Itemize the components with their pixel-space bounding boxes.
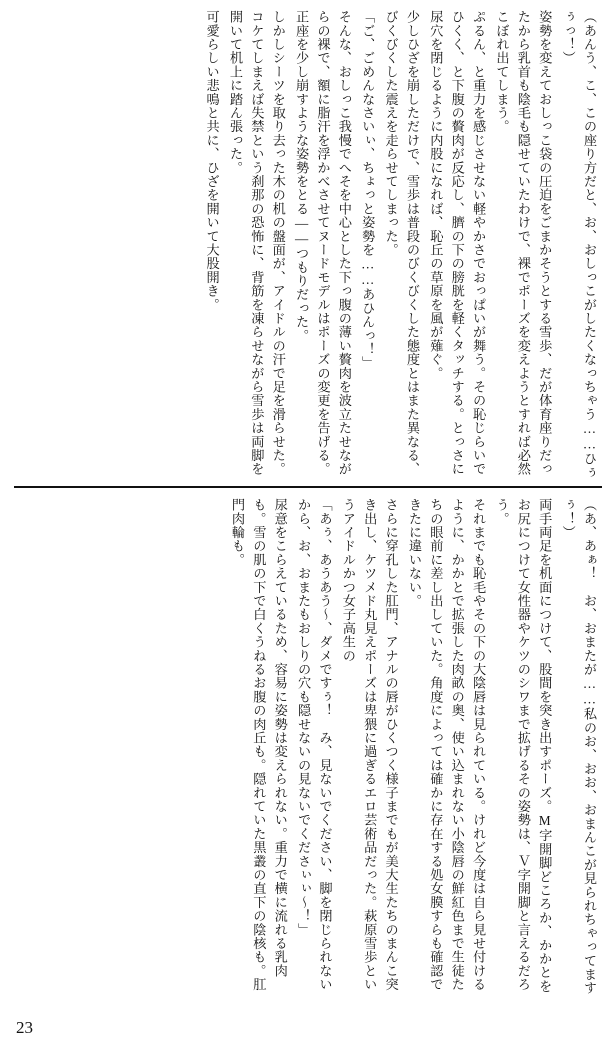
text-column: ぷるん、と重力を感じさせない軽やかさでおっぱいが舞う。その恥じらいでひくく、と下腹の贅肉が反応し、臍の下の膀胱を軽くタッチする。とっさに尿穴を閉じるように内股になれば、恥丘の草原を風が薙ぐ。 [428, 10, 487, 476]
text-column: 姿勢を変えておしっこ袋の圧迫をごまかそうとする雪歩、だが体育座りだったから乳首も陰毛も隠せていたわけで、裸でポーズを変えようとすれば必然こぼれ出てしまう。 [494, 10, 553, 476]
text-column: 尿意をこらえているため、容易に姿勢は変えられない。重力で横に流れる乳肉も。雪の肌の下で白くうねるお腹の肉丘も。隠れていた黒叢の直下の陰核も。肛門肉輪も。 [230, 498, 288, 992]
section-divider [14, 486, 602, 488]
text-column: 両手両足を机面につけて、股間を突き出すポーズ。M字開脚どころか、かかとをお尻につけて女性器やケツのシワまで拡げるその姿勢は、Ｖ字開脚と言えるだろう。 [494, 498, 553, 993]
text-column: 「ご、ごめんなさいぃ、ちょっと姿勢を……あひんっ！」 [360, 10, 376, 370]
bottom-text-section [14, 498, 602, 998]
page-number: 23 [16, 1018, 33, 1037]
text-column: そんな、おしっこ我慢でへそを中心とした下っ腹の薄い贅肉を波立たせながらの裸で、額に脂汗を浮かべさせてヌードモデルはポーズの変更を告げる。正座を少し崩すような姿勢をとる――つもりだった。 [294, 10, 352, 476]
text-column: 「あぅ、あうあう〜、ダメですぅ！ み、見ないでください、脚を閉じられないから、お、おまたもおしりの穴も隠せないの見ないでくださぃぃ〜！」 [296, 498, 333, 992]
text-column: （あんう、こ、この座り方だと、お、おしっこがしたくなっちゃう……ひぅぅっ！） [560, 10, 597, 480]
text-column: しかしシーツを取り去った木の机の盤面が、アイドルの汗で足を滑らせた。コケてしまえば失禁という刹那の恐怖に、背筋を凍らせながら雪歩は両脚を開いて机上に踏ん張った。 [228, 10, 286, 476]
top-text-section [14, 10, 602, 480]
text-column: （あ、あぁ！ お、おまたが……私のお、おお、おまんこが見られちゃってますぅ！） [560, 498, 597, 995]
text-column: さらに穿孔した肛門、アナルの唇がひくつく様子までもが美大生たちのまんこ突き出し、ケツメド丸見えポーズは卑猥に過ぎるエロ芸術品だった。萩原雪歩というアイドルかつ女子高生の [340, 498, 399, 992]
text-column: 少しひざを崩しただけで、雪歩は普段のびくびくした態度とはまた異なる、びくびくした震えを走らせてしまった。 [383, 10, 420, 476]
text-column: 可愛らしい悲鳴と共に、ひざを開いて大股開き。 [204, 10, 220, 312]
text-column: それまでも恥毛やその下の大陰唇は見られている。けれど今度は自ら見せ付けるように、かかとで拡張した肉畝の奥、使い込まれない小陰唇の鮮紅色まで生徒たちの眼前に差し出していた。角度によっては確かに存在する処女膜すらも確認できたに違いない。 [407, 498, 487, 992]
